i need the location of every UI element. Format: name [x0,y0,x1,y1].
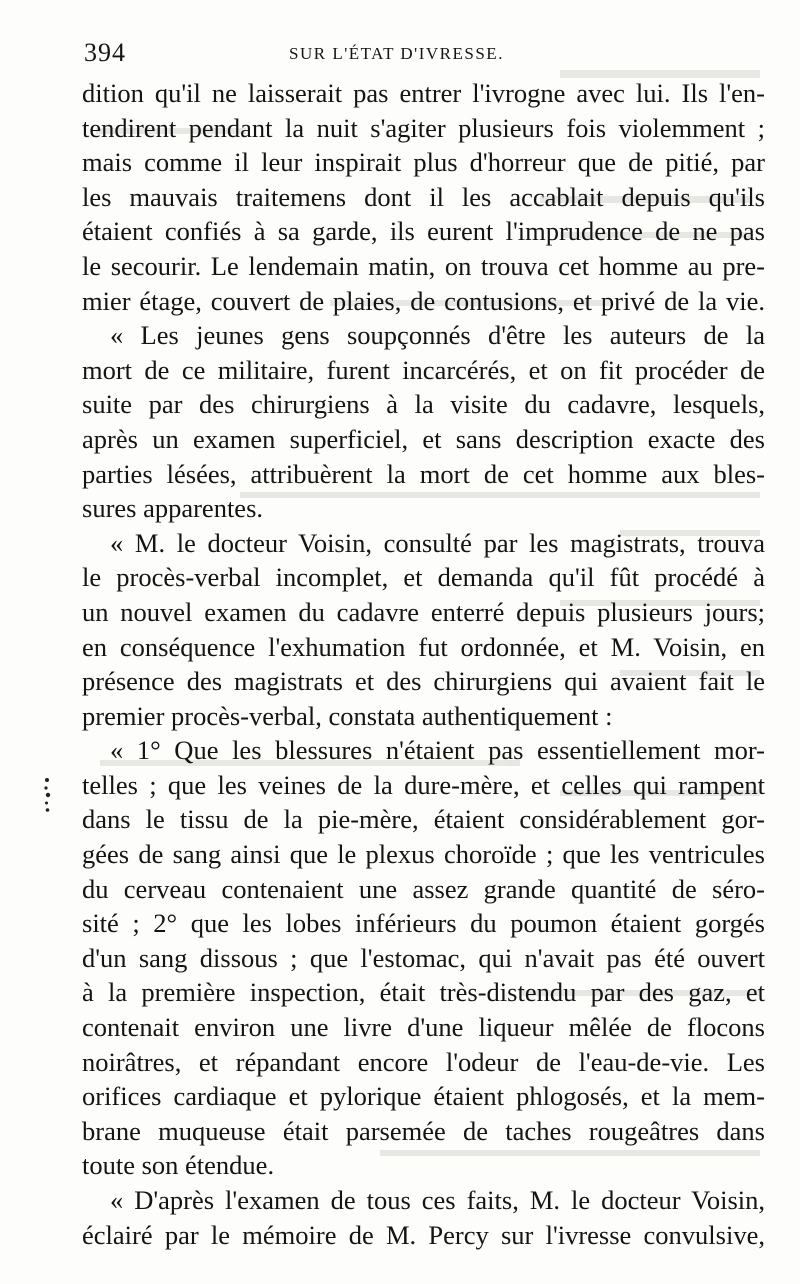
text-line: parties lésées, attribuèrent la mort de cet homme aux bles- [82,458,765,489]
text-line: le procès-verbal incomplet, et demanda qu'il fût procédé à [82,562,765,593]
text-line: mier étage, couvert de plaies, de contusions, et privé de la vie. [82,285,765,316]
text-line: sité ; 2° que les lobes inférieurs du poumon étaient gorgés [82,908,765,939]
text-line: le secourir. Le lendemain matin, on trouva cet homme au pre- [82,250,765,281]
paragraph-end-line: toute son étendue. [82,1150,275,1181]
text-line: après un examen superficiel, et sans description exacte des [82,423,765,454]
paragraph-start-line: « M. le docteur Voisin, consulté par les magistrats, trouva [110,527,765,558]
body-text [82,76,765,1252]
text-line: les mauvais traitemens dont il les accablait depuis qu'ils [82,181,765,212]
text-line: étaient confiés à sa garde, ils eurent l'imprudence de ne pas [82,216,765,247]
text-line: telles ; que les veines de la dure-mère, et celles qui rampent [82,769,765,800]
text-line: du cerveau contenaient une assez grande quantité de séro- [82,873,765,904]
text-line: mais comme il leur inspirait plus d'horreur que de pitié, par [82,147,765,178]
text-line: orifices cardiaque et pylorique étaient phlogosés, et la mem- [82,1081,765,1112]
text-line: d'un sang dissous ; que l'estomac, qui n'avait pas été ouvert [82,942,765,973]
running-title: SUR L'ÉTAT D'IVRESSE. [289,44,504,63]
text-line: suite par des chirurgiens à la visite du cadavre, lesquels, [82,389,765,420]
paragraph-end-line: sures apparentes. [82,493,264,524]
text-line: en conséquence l'exhumation fut ordonnée, et M. Voisin, en [82,631,765,662]
text-line: dition qu'il ne laisserait pas entrer l'ivrogne avec lui. Ils l'en- [82,78,765,108]
text-line: un nouvel examen du cadavre enterré depuis plusieurs jours; [82,596,765,627]
page-number: 394 [84,38,126,67]
text-line: noirâtres, et répandant encore l'odeur de l'eau-de-vie. Les [82,1046,765,1077]
text-line: brane muqueuse était parsemée de taches rougeâtres dans [82,1115,765,1146]
text-line: gées de sang ainsi que le plexus choroïde ; que les ventricules [82,839,765,870]
text-line: mort de ce militaire, furent incarcérés, et on fit procéder de [82,354,765,385]
text-line: présence des magistrats et des chirurgiens qui avaient fait le [82,666,765,697]
paragraph-start-line: « D'après l'examen de tous ces faits, M. le docteur Voisin, [110,1185,765,1215]
paragraph-start-line: « 1° Que les blessures n'étaient pas essentiellement mor- [110,735,765,766]
text-line: contenait environ une livre d'une liqueur mêlée de flocons [82,1012,765,1043]
text-line: éclairé par le mémoire de M. Percy sur l'ivresse convulsive, [82,1219,765,1250]
text-line: dans le tissu de la pie-mère, étaient considérablement gor- [82,804,765,835]
running-head [84,38,764,78]
text-line: tendirent pendant la nuit s'agiter plusieurs fois violemment ; [82,112,765,143]
text-line: à la première inspection, était très-distendu par des gaz, et [82,977,765,1008]
paragraph-end-line: premier procès-verbal, constata authentiquement : [82,700,613,731]
paragraph-start-line: « Les jeunes gens soupçonnés d'être les auteurs de la [110,320,765,351]
margin-ink-mark-icon [42,776,52,816]
